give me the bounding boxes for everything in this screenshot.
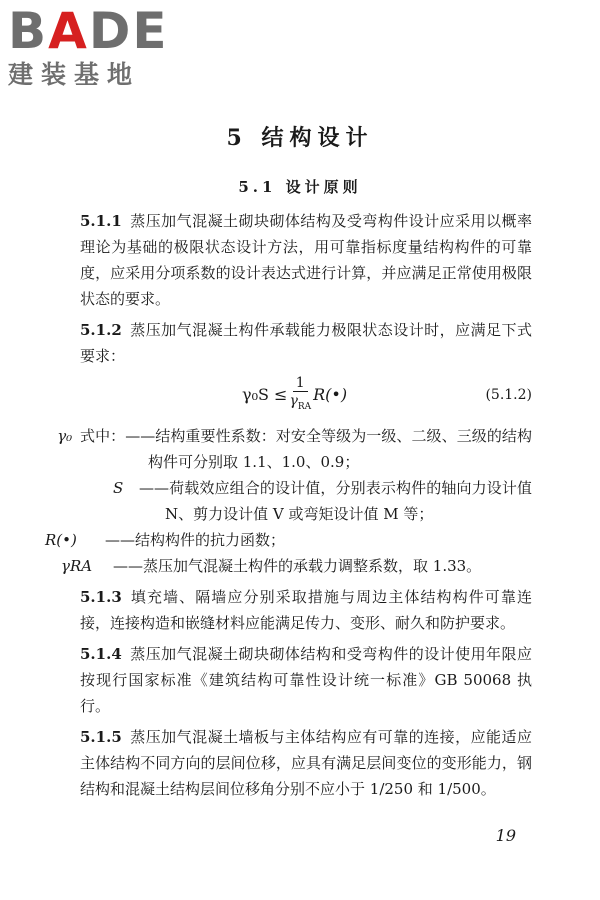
formula-denominator: $\gamma_{RA}$ bbox=[289, 392, 312, 412]
formula-rhs: R(•) bbox=[313, 384, 348, 404]
clause-5-1-4 bbox=[80, 641, 532, 719]
formula-5-1-2 bbox=[80, 369, 532, 421]
document-body bbox=[45, 208, 532, 807]
equation-number: (5.1.2) bbox=[485, 387, 532, 403]
clause-number: 5.1.3 bbox=[80, 588, 122, 606]
formula-lhs: γ₀S ≤ bbox=[242, 384, 288, 404]
clause-text: 填充墙、隔墙应分别采取措施与周边主体结构构件可靠连接，连接构造和嵌缝材料应能满足传力、变形、耐久和防护要求。 bbox=[80, 588, 532, 632]
definition-text: ——蒸压加气混凝土构件的承载力调整系数，取 1.33。 bbox=[113, 557, 482, 575]
clause-5-1-1 bbox=[80, 208, 532, 312]
clause-number: 5.1.4 bbox=[80, 645, 122, 663]
clause-text: 蒸压加气混凝土构件承载能力极限状态设计时，应满足下式要求： bbox=[80, 321, 532, 365]
clause-text: 蒸压加气混凝土砌块砌体结构及受弯构件设计应采用以概率理论为基础的极限状态设计方法，用可靠指标度量结构构件的可靠度，应采用分项系数的设计表达式进行计算，并应满足正常使用极限状态的要求。 bbox=[80, 212, 532, 308]
formula-expression bbox=[242, 375, 347, 416]
definition-text: ——结构重要性系数：对安全等级为一级、二级、三级的结构构件可分别取 1.1、1.0、0.9； bbox=[125, 427, 532, 471]
clause-5-1-2 bbox=[80, 317, 532, 369]
clause-5-1-5 bbox=[80, 724, 532, 802]
page-number: 19 bbox=[495, 826, 516, 845]
clause-text: 蒸压加气混凝土砌块砌体结构和受弯构件的设计使用年限应按现行国家标准《建筑结构可靠性设计统一标准》GB 50068 执行。 bbox=[80, 645, 532, 715]
section-title: 5.1 设计原则 bbox=[238, 178, 362, 196]
logo bbox=[8, 4, 178, 90]
definition-gamma0: 式中：γ₀ ——结构重要性系数：对安全等级为一级、二级、三级的结构构件可分别取 1.1、1.0、0.9； bbox=[57, 427, 532, 471]
clause-number: 5.1.5 bbox=[80, 728, 122, 746]
definition-s: S ——荷载效应组合的设计值，分别表示构件的轴向力设计值 N、剪力设计值 V 或弯矩设计值 M 等； bbox=[113, 479, 532, 523]
clause-number: 5.1.2 bbox=[80, 321, 122, 339]
logo-subtitle: 建装基地 bbox=[8, 60, 141, 89]
definition-gamma-ra: γRA ——蒸压加气混凝土构件的承载力调整系数，取 1.33。 bbox=[61, 557, 482, 575]
clause-5-1-3 bbox=[80, 584, 532, 636]
definition-text: ——结构构件的抗力函数； bbox=[105, 531, 286, 549]
definition-text: ——荷载效应组合的设计值，分别表示构件的轴向力设计值 N、剪力设计值 V 或弯矩设计值 M 等； bbox=[139, 479, 532, 523]
clause-number: 5.1.1 bbox=[80, 212, 122, 230]
chapter-title: 5 结构设计 bbox=[226, 125, 374, 151]
formula-fraction bbox=[289, 375, 311, 416]
clause-text: 蒸压加气混凝土墙板与主体结构应有可靠的连接，应能适应主体结构不同方向的层间位移，应具有满足层间变位的变形能力，钢结构和混凝土结构层间位移角分别不应小于 1/250 和 1/500。 bbox=[80, 728, 532, 798]
logo-wordmark: BADE bbox=[8, 2, 169, 60]
formula-numerator: 1 bbox=[293, 375, 308, 392]
definition-r: R(•) ——结构构件的抗力函数； bbox=[45, 531, 286, 549]
definition-prefix: 式中： bbox=[80, 427, 126, 445]
